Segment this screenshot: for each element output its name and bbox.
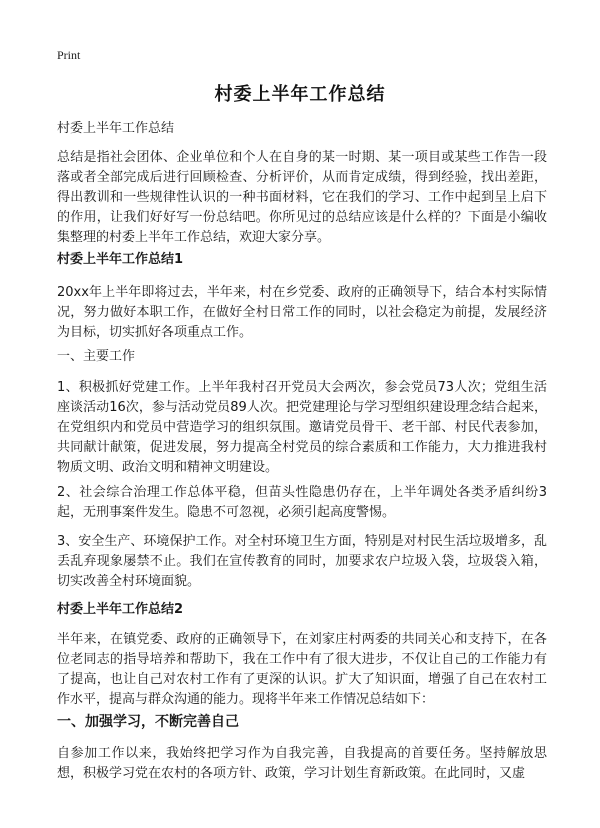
section-1-paragraph-3: 2、社会综合治理工作总体平稳，但苗头性隐患仍存在，上半年调处各类矛盾纠纷3起，无刑事案件发生。隐患不可忽视，必须引起高度警惕。 [57,485,547,520]
intro-paragraph: 总结是指社会团体、企业单位和个人在自身的某一时期、某一项目或某些工作告一段落或者全部完成后进行回顾检查、分析评价，从而肯定成绩，得到经验，找出差距，得出教训和一些规律性认识的一种书面材料，它在我们的学习、工作中起到呈上启下的作用，让我们好好写一份总结吧。你所见过的总结应该是什么样的？下面是小编收集整理的村委上半年工作总结，欢迎大家分享。 [57,150,547,245]
document-subtitle: 村委上半年工作总结 [57,121,175,136]
section-2-paragraph-2: 自参加工作以来，我始终把学习作为自我完善，自我提高的首要任务。坚持解放思想，积极学习党在农村的各项方针、政策，学习计划生育新政策。在此同时，又虚 [57,746,547,781]
section-1-paragraph-2: 1、积极抓好党建工作。上半年我村召开党员大会两次，参会党员73人次；党组生活座谈活动16次，参与活动党员89人次。把党建理论与学习型组织建设理念结合起来，在党组织内和党员中营造学习的组织氛围。邀请党员骨干、老干部、村民代表参加，共同献计献策，促进发展，努力提高全村党员的综合素质和工作能力，大力推进我村物质文明、政治文明和精神文明建设。 [57,380,547,475]
section-1-subheading: 一、主要工作 [57,349,136,364]
section-2-heading: 村委上半年工作总结2 [57,602,184,617]
section-1-paragraph-1: 20xx年上半年即将过去，半年来，村在乡党委、政府的正确领导下，结合本村实际情况，努力做好本职工作，在做好全村日常工作的同时，以社会稳定为前提，发展经济为目标，切实抓好各项重点工作。 [57,285,547,340]
section-2-paragraph-1: 半年来，在镇党委、政府的正确领导下，在刘家庄村两委的共同关心和支持下，在各位老同志的指导培养和帮助下，我在工作中有了很大进步，不仅让自己的工作能力有了提高，也让自己对农村工作有了更深的认识。扩大了知识面，增强了自己在农村工作水平，提高与群众沟通的能力。现将半年来工作情况总结如下： [57,632,547,707]
section-2-subheading: 一、加强学习，不断完善自己 [57,714,239,730]
print-label: Print [57,48,81,62]
section-1-heading: 村委上半年工作总结1 [57,252,184,267]
document-title: 村委上半年工作总结 [214,84,386,105]
section-1-paragraph-4: 3、安全生产、环境保护工作。对全村环境卫生方面，特别是对村民生活垃圾增多，乱丢乱弃现象屡禁不止。我们在宣传教育的同时，加要求农户垃圾入袋，垃圾袋入箱，切实改善全村环境面貌。 [57,534,547,589]
